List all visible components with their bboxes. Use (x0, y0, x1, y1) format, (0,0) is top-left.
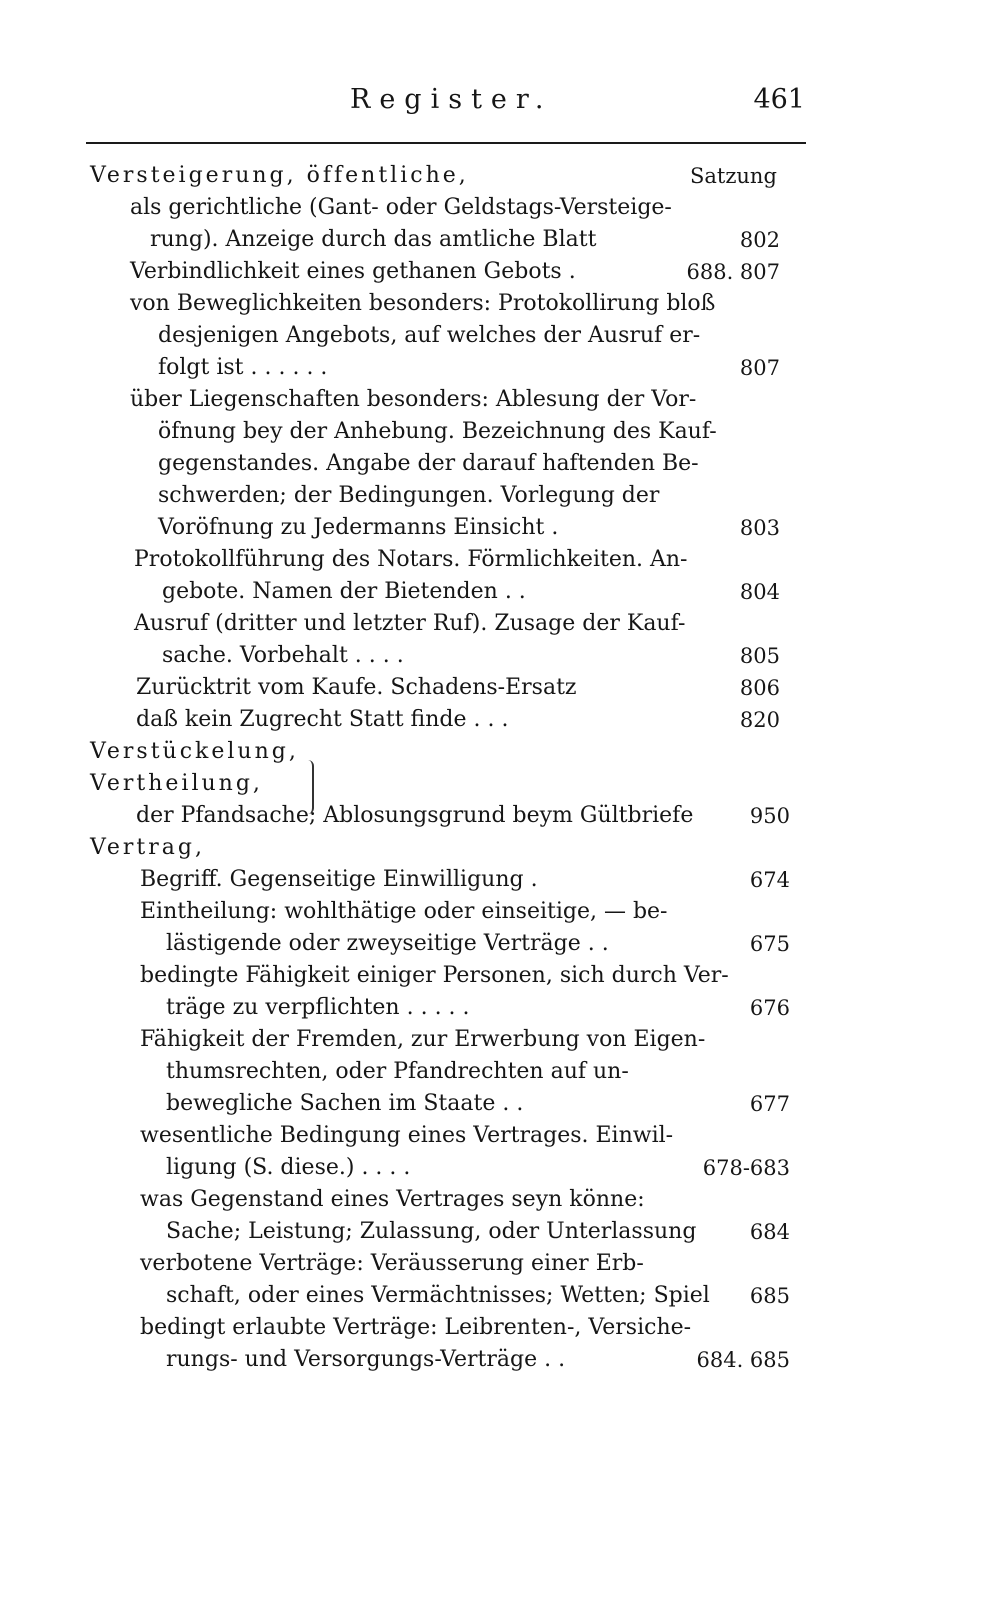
entry-text: Protokollführung des Notars. Förmlichkeiten. An- (134, 547, 688, 572)
index-entry (140, 960, 790, 992)
entry-page: 677 (749, 1092, 790, 1116)
index-entry (162, 576, 780, 608)
entry-text: Verstückelung, (90, 739, 299, 764)
grouping-brace (302, 760, 314, 814)
index-entry (166, 1280, 790, 1312)
index-entry (136, 704, 780, 736)
entry-page: 684 (749, 1220, 790, 1244)
entry-text: gegenstandes. Angabe der darauf haftenden Be- (158, 451, 699, 476)
entry-text: gebote. Namen der Bietenden . . (162, 579, 526, 604)
index-entry (134, 608, 780, 640)
entry-page: 685 (749, 1284, 790, 1308)
entry-page: 674 (749, 868, 790, 892)
entry-text: über Liegenschaften besonders: Ablesung der Vor- (130, 387, 697, 412)
index-entry (130, 288, 780, 320)
entry-page: 676 (749, 996, 790, 1020)
entry-page: 950 (749, 804, 790, 828)
index-entry (136, 800, 790, 832)
entry-page: 806 (739, 676, 780, 700)
index-entry (136, 672, 780, 704)
entry-text: verbotene Verträge: Veräusserung einer Erb- (140, 1251, 644, 1276)
entry-text: schwerden; der Bedingungen. Vorlegung der (158, 483, 660, 508)
index-entry (90, 832, 790, 864)
entry-text: Vertrag, (90, 835, 205, 860)
index-entry (130, 384, 780, 416)
index-entry (130, 192, 780, 224)
entry-page: 688. 807 (686, 260, 780, 284)
entry-text: rungs- und Versorgungs-Verträge . . (166, 1347, 566, 1372)
entry-text: desjenigen Angebots, auf welches der Ausruf er- (158, 323, 701, 348)
entry-text: Verbindlichkeit eines gethanen Gebots . (130, 259, 576, 284)
index-entry (158, 480, 780, 512)
entry-page: 804 (739, 580, 780, 604)
entry-text: lästigende oder zweyseitige Verträge . . (166, 931, 609, 956)
index-entry (158, 352, 780, 384)
entry-text: ligung (S. diese.) . . . . (166, 1155, 411, 1180)
entry-text: Versteigerung, öffentliche, (90, 163, 469, 188)
index-entry (166, 928, 790, 960)
index-entry (166, 1152, 790, 1184)
entry-page: 684. 685 (696, 1348, 790, 1372)
entry-page: 803 (739, 516, 780, 540)
entry-text: rung). Anzeige durch das amtliche Blatt (150, 227, 597, 252)
entry-text: Ausruf (dritter und letzter Ruf). Zusage der Kauf- (134, 611, 686, 636)
index-entry (166, 1216, 790, 1248)
entry-text: Voröfnung zu Jedermanns Einsicht . (158, 515, 559, 540)
entry-text: daß kein Zugrecht Statt finde . . . (136, 707, 509, 732)
entry-text: thumsrechten, oder Pfandrechten auf un- (166, 1059, 629, 1084)
entry-text: Sache; Leistung; Zulassung, oder Unterlassung (166, 1219, 697, 1244)
entry-page: 820 (739, 708, 780, 732)
entry-text: Begriff. Gegenseitige Einwilligung . (140, 867, 538, 892)
entry-text: bewegliche Sachen im Staate . . (166, 1091, 524, 1116)
entry-text: Fähigkeit der Fremden, zur Erwerbung von Eigen- (140, 1027, 706, 1052)
entry-text: schaft, oder eines Vermächtnisses; Wetten; Spiel (166, 1283, 710, 1308)
index-entry (90, 768, 780, 800)
entry-text: Eintheilung: wohlthätige oder einseitige, — be- (140, 899, 668, 924)
entry-text: öfnung bey der Anhebung. Bezeichnung des Kauf- (158, 419, 717, 444)
index-entry (166, 992, 790, 1024)
entry-page: 675 (749, 932, 790, 956)
index-entry (158, 320, 780, 352)
index-entry (158, 416, 780, 448)
index-entry (140, 1184, 790, 1216)
entry-text: der Pfandsache; Ablosungsgrund beym Gültbriefe (136, 803, 694, 828)
entry-text: folgt ist . . . . . . (158, 355, 328, 380)
entry-text: Zurücktrit vom Kaufe. Schadens-Ersatz (136, 675, 577, 700)
index-entry (166, 1344, 790, 1376)
entry-text: bedingt erlaubte Verträge: Leibrenten-, Versiche- (140, 1315, 692, 1340)
entry-page: 807 (739, 356, 780, 380)
index-entry (140, 864, 790, 896)
index-entry (158, 448, 780, 480)
entry-text: von Beweglichkeiten besonders: Protokollirung bloß (130, 291, 716, 316)
index-entry (140, 896, 790, 928)
entry-text: Vertheilung, (90, 771, 263, 796)
entry-text: als gerichtliche (Gant- oder Geldstags-Versteige- (130, 195, 672, 220)
index-entry (158, 512, 780, 544)
index-entry (140, 1024, 790, 1056)
index-entry (162, 640, 780, 672)
entry-text: wesentliche Bedingung eines Vertrages. Einwil- (140, 1123, 674, 1148)
index-entry (140, 1248, 790, 1280)
index-entry (140, 1312, 790, 1344)
index-entry (166, 1088, 790, 1120)
index-entry (140, 1120, 790, 1152)
page-number: 461 (753, 84, 805, 115)
index-entry (90, 736, 780, 768)
entry-text: träge zu verpflichten . . . . . (166, 995, 470, 1020)
entry-page: 802 (739, 228, 780, 252)
index-entry (134, 544, 780, 576)
entry-page: 805 (739, 644, 780, 668)
index-entry (90, 160, 780, 192)
entry-page: 678-683 (702, 1156, 790, 1180)
entry-text: bedingte Fähigkeit einiger Personen, sich durch Ver- (140, 963, 729, 988)
entry-text: was Gegenstand eines Vertrages seyn könne: (140, 1187, 645, 1212)
index-entry (150, 224, 780, 256)
index-entry (130, 256, 780, 288)
running-title: Register. (350, 84, 553, 115)
entry-text: sache. Vorbehalt . . . . (162, 643, 404, 668)
index-entry (166, 1056, 790, 1088)
entry-page: Satzung (690, 164, 777, 188)
